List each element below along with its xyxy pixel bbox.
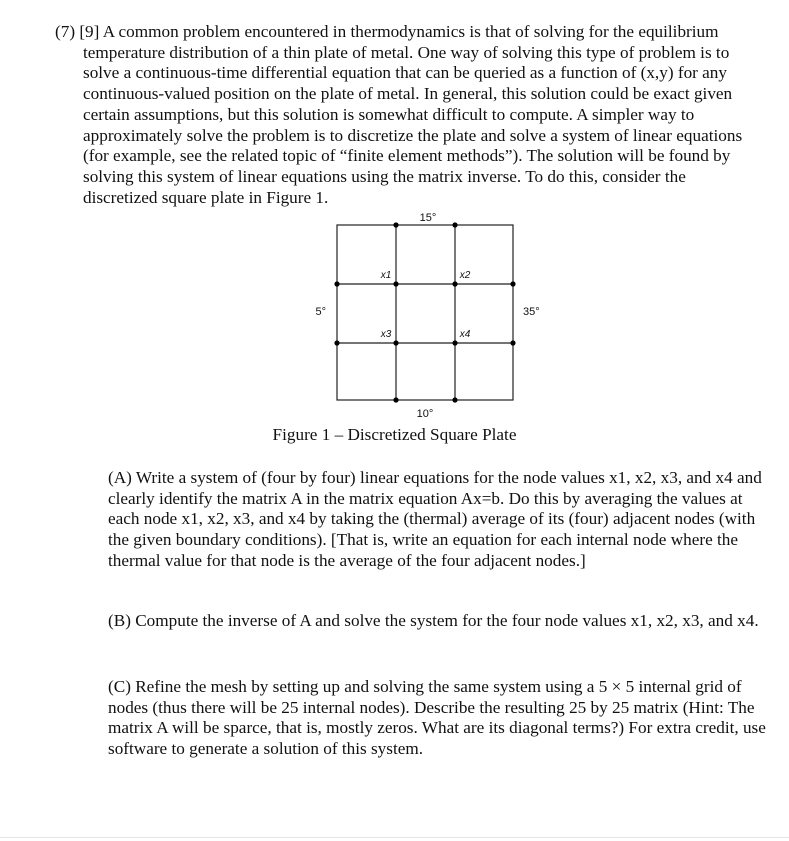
plate-grid (337, 225, 513, 400)
problem-intro (55, 22, 763, 208)
discretized-plate-figure (300, 205, 590, 420)
node-label-x1: x1 (380, 270, 392, 281)
part-c: (C) Refine the mesh by setting up and solving the same system using a 5 × 5 internal grid of nodes (thus there will be 25 internal nodes). Describe the resulting 25 by 25 matrix (Hint: The matrix A will be sparce, that is, mostly zeros. What are its diagonal terms?) For extra credit, use software to generate a solution of this system. (108, 677, 766, 759)
problem-text: A common problem encountered in thermodynamics is that of solving for the equilibrium temperature distribution of a thin plate of metal. One way of solving this type of problem is to solve a continuous-time differential equation that can be queried as a function of (x,y) for any continuous-valued position on the plate of metal. In general, this solution could be exact given certain assumptions, but this solution is somewhat difficult to compute. A simpler way to approximately solve the problem is to discretize the plate and solve a system of linear equations (for example, see the related topic of “finite element methods”). The solution will be found by solving this system of linear equations using the matrix inverse. To do this, consider the discretized square plate in Figure 1. (83, 22, 743, 207)
problem-number: (7) [9] (55, 22, 100, 41)
page-bottom-divider (0, 837, 789, 838)
node-label-x3: x3 (380, 329, 392, 340)
grid-node-points (334, 222, 515, 402)
top-boundary-temp: 15° (419, 212, 437, 224)
bottom-boundary-temp: 10° (416, 408, 434, 420)
right-boundary-temp: 35° (523, 306, 540, 318)
left-boundary-temp: 5° (315, 306, 326, 318)
figure-caption: Figure 1 – Discretized Square Plate (272, 425, 517, 444)
part-a: (A) Write a system of (four by four) linear equations for the node values x1, x2, x3, and x4 and clearly identify the matrix A in the matrix equation Ax=b. Do this by averaging the values at each node x1, x2, x3, and x4 by taking the (thermal) average of its (four) adjacent nodes (with the given boundary conditions). [That is, write an equation for each internal node where the thermal value for that node is the average of the four adjacent nodes.] (108, 468, 762, 570)
node-label-x2: x2 (459, 270, 471, 281)
node-label-x4: x4 (459, 329, 471, 340)
part-b: (B) Compute the inverse of A and solve the system for the four node values x1, x2, x3, and x4. (108, 611, 759, 630)
